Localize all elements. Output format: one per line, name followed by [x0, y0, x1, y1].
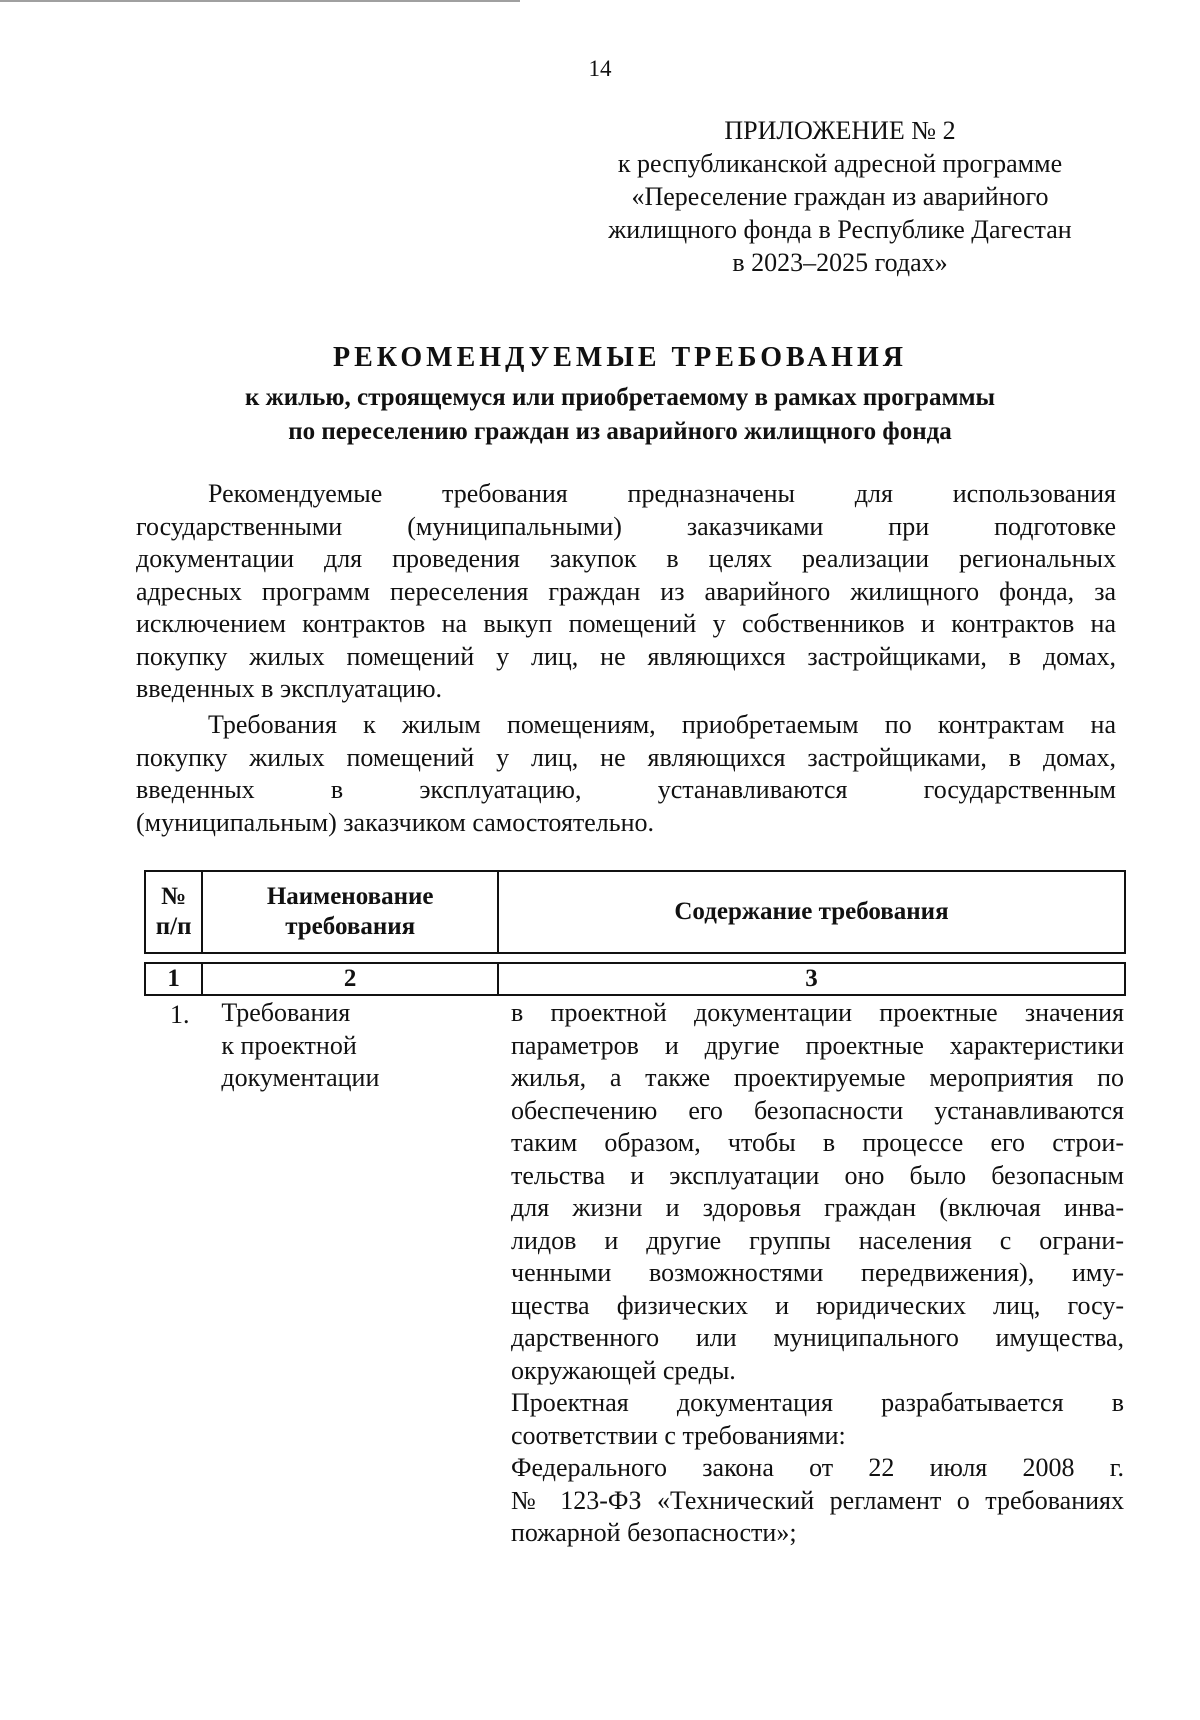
- column-number: 1: [145, 963, 202, 995]
- paragraph-line: (муниципальным) заказчиком самостоятельно.: [136, 807, 655, 837]
- paragraph-line: Требования к жилым помещениям, приобретаемым по контрактам на: [208, 710, 1116, 739]
- content-line: № 123-ФЗ «Технический регламент о требованиях: [511, 1485, 1124, 1515]
- row-name: [147, 997, 497, 1095]
- paragraph-requirements: [136, 709, 1116, 839]
- table-gap-row: [145, 953, 1125, 963]
- paragraph-line: документации для проведения закупок в целях реализации региональных: [136, 544, 1116, 573]
- header-number-line: п/п: [155, 913, 192, 940]
- row-name-line: к проектной: [221, 1030, 357, 1060]
- table-header-row: [145, 871, 1125, 953]
- appendix-line: ПРИЛОЖЕНИЕ № 2: [724, 116, 956, 145]
- content-line: щества физических и юридических лиц, госу-: [511, 1290, 1124, 1320]
- scan-edge-line: [0, 0, 520, 2]
- paragraph-line: введенных в эксплуатацию, устанавливаются государственным: [136, 775, 1116, 804]
- document-title: РЕКОМЕНДУЕМЫЕ ТРЕБОВАНИЯ: [333, 342, 907, 373]
- appendix-line: «Переселение граждан из аварийного: [631, 182, 1049, 211]
- content-line: Проектная документация разрабатывается в: [511, 1388, 1124, 1417]
- table-row: [145, 995, 1125, 1551]
- header-number: [145, 871, 202, 953]
- table-column-numbers-row: [145, 963, 1125, 995]
- paragraph-line: адресных программ переселения граждан из аварийного жилищного фонда, за: [136, 576, 1116, 606]
- content-line: Федерального закона от 22 июля 2008 г.: [511, 1453, 1124, 1482]
- appendix-line: к республиканской адресной программе: [617, 149, 1063, 178]
- content-line: для жизни и здоровья граждан (включая инва-: [511, 1193, 1124, 1222]
- content-line: дарственного или муниципального имущества,: [511, 1323, 1124, 1352]
- header-name-line: требования: [285, 913, 416, 940]
- content-line: окружающей среды.: [511, 1355, 736, 1385]
- appendix-line: жилищного фонда в Республике Дагестан: [608, 215, 1072, 244]
- content-line: ченными возможностями передвижения), иму-: [511, 1258, 1124, 1287]
- header-name: [202, 871, 498, 953]
- row-content-cell: [498, 995, 1125, 1551]
- header-name-line: Наименование: [266, 883, 434, 910]
- paragraph-purpose: [136, 478, 1116, 706]
- row-name-cell: [202, 995, 498, 1551]
- header-number-line: №: [161, 883, 187, 910]
- appendix-line: в 2023–2025 годах»: [732, 248, 948, 277]
- content-line: таким образом, чтобы в процессе его строи-: [511, 1128, 1124, 1157]
- row-name-line: Требования: [221, 998, 351, 1027]
- paragraph-line: покупку жилых помещений у лиц, не являющихся застройщиками, в домах,: [136, 742, 1116, 772]
- content-line: соответствии с требованиями:: [511, 1420, 846, 1450]
- content-line: в проектной документации проектные значения: [511, 998, 1124, 1027]
- column-number: 2: [202, 963, 498, 995]
- content-line: пожарной безопасности»;: [511, 1518, 797, 1547]
- paragraph-line: исключением контрактов на выкуп помещений у собственников и контрактов на: [136, 609, 1116, 638]
- content-line: параметров и другие проектные характеристики: [511, 1030, 1124, 1060]
- paragraph-line: государственными (муниципальными) заказчиками при подготовке: [136, 511, 1116, 541]
- paragraph-line: введенных в эксплуатацию.: [136, 674, 443, 703]
- row-name-line: документации: [221, 1063, 380, 1092]
- appendix-header: [580, 114, 1100, 279]
- column-number: 3: [498, 963, 1125, 995]
- document-subtitle: [0, 381, 1200, 449]
- requirements-table: [144, 870, 1126, 1551]
- content-line: лидов и другие группы населения с ограни-: [511, 1225, 1124, 1255]
- page-number: 14: [588, 56, 612, 81]
- paragraph-line: покупку жилых помещений у лиц, не являющихся застройщиками, в домах,: [136, 641, 1116, 671]
- content-line: жилья, а также проектируемые мероприятия по: [511, 1063, 1124, 1092]
- subtitle-line: к жилью, строящемуся или приобретаемому в рамках программы: [244, 384, 996, 411]
- row-number: 1.: [170, 1000, 190, 1029]
- content-line: обеспечению его безопасности устанавливаются: [511, 1095, 1124, 1125]
- header-content: Содержание требования: [498, 871, 1125, 953]
- subtitle-line: по переселению граждан из аварийного жилищного фонда: [288, 418, 952, 445]
- content-line: тельства и эксплуатации оно было безопасным: [511, 1160, 1124, 1190]
- paragraph-line: Рекомендуемые требования предназначены для использования: [208, 479, 1116, 508]
- row-content: [499, 997, 1124, 1550]
